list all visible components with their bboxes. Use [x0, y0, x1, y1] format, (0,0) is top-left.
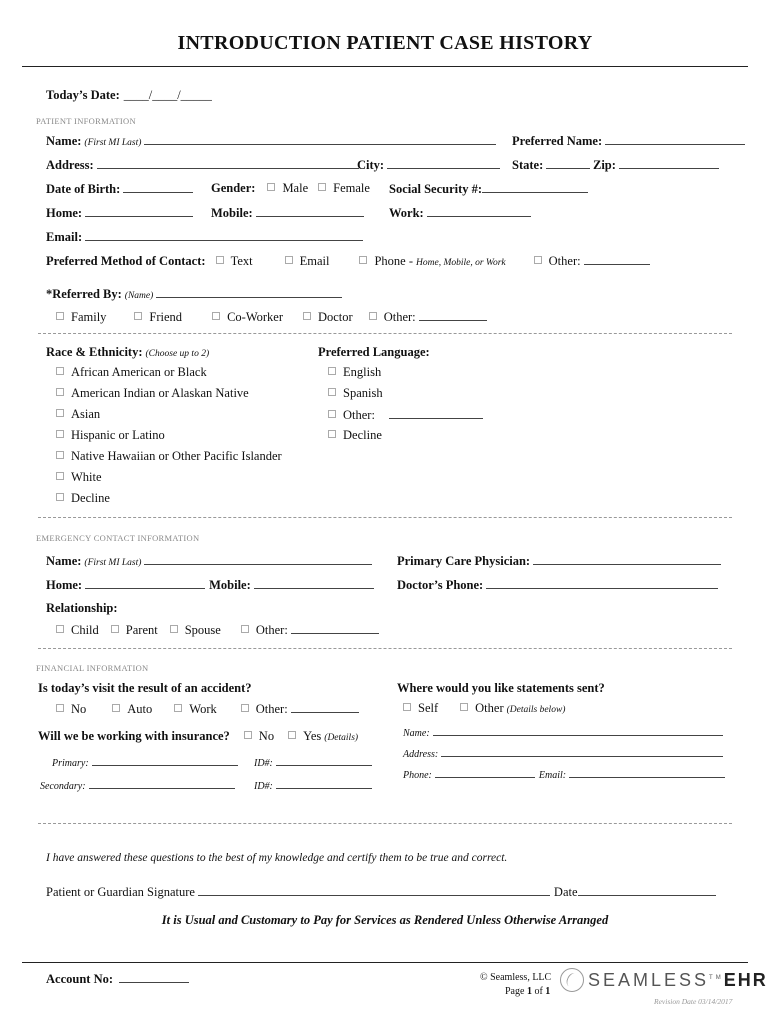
referred-family-option[interactable]: Family	[56, 310, 106, 325]
race-option-american-indian[interactable]: American Indian or Alaskan Native	[56, 386, 249, 401]
signature-date-label: Date	[553, 885, 578, 899]
checkbox-icon	[56, 493, 64, 501]
todays-date-field[interactable]: ____/____/_____	[123, 88, 212, 102]
dob-label: Date of Birth:	[46, 182, 121, 196]
ec-home-field[interactable]	[85, 577, 205, 589]
work-phone-field[interactable]	[427, 205, 531, 217]
doctor-phone-label: Doctor’s Phone:	[397, 578, 484, 592]
referred-by-label: *Referred By:	[46, 287, 122, 301]
accident-label: Is today’s visit the result of an accident?	[38, 681, 252, 695]
primary-id-label: ID#:	[254, 758, 273, 769]
statement-address-field[interactable]	[441, 745, 723, 757]
checkbox-icon	[56, 704, 64, 712]
statements-self-option[interactable]: Self	[403, 701, 438, 716]
seamless-logo-icon	[560, 968, 584, 992]
seamless-ehr-logo	[560, 968, 768, 992]
primary-insurance-field[interactable]	[92, 754, 238, 766]
checkbox-icon	[303, 312, 311, 320]
race-option-decline[interactable]: Decline	[56, 491, 110, 506]
secondary-id-field[interactable]	[276, 777, 372, 789]
ec-name-field[interactable]	[144, 553, 372, 565]
language-option-spanish[interactable]: Spanish	[328, 386, 383, 401]
copyright-text: © Seamless, LLC	[480, 972, 552, 983]
relationship-spouse-option[interactable]: Spouse	[170, 623, 221, 638]
secondary-id-label: ID#:	[254, 781, 273, 792]
statement-email-label: Email:	[538, 770, 567, 781]
pcp-field[interactable]	[533, 553, 721, 565]
checkbox-icon	[241, 704, 249, 712]
dob-field[interactable]	[123, 181, 193, 193]
checkbox-icon	[328, 410, 336, 418]
patient-section-heading: PATIENT INFORMATION	[36, 116, 136, 126]
statement-name-label: Name:	[403, 728, 430, 739]
preferred-name-label: Preferred Name:	[512, 134, 603, 148]
accident-other-option[interactable]: Other:	[241, 701, 359, 717]
logo-ehr: EHR	[723, 969, 768, 990]
checkbox-icon	[460, 703, 468, 711]
race-label: Race & Ethnicity:	[46, 345, 143, 359]
mobile-phone-field[interactable]	[256, 205, 364, 217]
gender-male-option[interactable]: Male	[267, 181, 308, 196]
home-phone-label: Home:	[46, 206, 83, 220]
contact-method-label: Preferred Method of Contact:	[46, 254, 206, 268]
contact-email-option[interactable]: Email	[285, 254, 330, 269]
checkbox-icon	[534, 256, 542, 264]
race-option-pacific-islander[interactable]: Native Hawaiian or Other Pacific Islander	[56, 449, 282, 464]
referred-by-field[interactable]	[156, 286, 342, 298]
insurance-no-option[interactable]: No	[244, 729, 274, 744]
name-hint: (First MI Last)	[84, 138, 142, 148]
referred-friend-option[interactable]: Friend	[134, 310, 182, 325]
referred-by-hint: (Name)	[124, 291, 154, 301]
accident-no-option[interactable]: No	[56, 702, 86, 717]
checkbox-icon	[56, 472, 64, 480]
city-field[interactable]	[387, 157, 500, 169]
relationship-parent-option[interactable]: Parent	[111, 623, 158, 638]
checkbox-icon	[318, 183, 326, 191]
email-label: Email:	[46, 230, 83, 244]
referred-other-option[interactable]: Other:	[369, 309, 487, 325]
race-option-african-american[interactable]: African American or Black	[56, 365, 207, 380]
name-label: Name:	[46, 134, 82, 148]
ec-mobile-field[interactable]	[254, 577, 374, 589]
checkbox-icon	[216, 256, 224, 264]
section-divider	[38, 517, 732, 518]
checkbox-icon	[267, 183, 275, 191]
checkbox-icon	[328, 430, 336, 438]
checkbox-icon	[174, 704, 182, 712]
state-field[interactable]	[546, 157, 590, 169]
account-number-label: Account No:	[46, 972, 114, 986]
ssn-field[interactable]	[482, 181, 588, 193]
checkbox-icon	[369, 312, 377, 320]
referred-doctor-option[interactable]: Doctor	[303, 310, 353, 325]
checkbox-icon	[56, 367, 64, 375]
state-label: State:	[512, 158, 544, 172]
contact-phone-option[interactable]: Phone - Home, Mobile, or Work	[359, 254, 505, 269]
checkbox-icon	[328, 367, 336, 375]
primary-id-field[interactable]	[276, 754, 372, 766]
checkbox-icon	[244, 731, 252, 739]
email-field[interactable]	[85, 229, 363, 241]
work-phone-label: Work:	[389, 206, 424, 220]
checkbox-icon	[212, 312, 220, 320]
language-option-other[interactable]: Other:	[328, 407, 483, 423]
mobile-phone-label: Mobile:	[211, 206, 253, 220]
section-divider	[38, 823, 732, 824]
primary-insurance-label: Primary:	[52, 758, 89, 769]
checkbox-icon	[111, 625, 119, 633]
attestation-text: I have answered these questions to the best of my knowledge and certify them to be true and correct.	[46, 852, 508, 864]
insurance-label: Will we be working with insurance?	[38, 729, 230, 743]
home-phone-field[interactable]	[85, 205, 193, 217]
language-label: Preferred Language:	[318, 345, 430, 359]
checkbox-icon	[56, 430, 64, 438]
signature-field[interactable]	[198, 884, 550, 896]
relationship-child-option[interactable]: Child	[56, 623, 99, 638]
checkbox-icon	[56, 312, 64, 320]
checkbox-icon	[56, 409, 64, 417]
statement-name-field[interactable]	[433, 724, 723, 736]
accident-work-option[interactable]: Work	[174, 702, 216, 717]
ssn-label: Social Security #:	[389, 182, 483, 196]
checkbox-icon	[403, 703, 411, 711]
zip-field[interactable]	[619, 157, 719, 169]
ec-name-hint: (First MI Last)	[84, 558, 142, 568]
checkbox-icon	[56, 625, 64, 633]
checkbox-icon	[241, 625, 249, 633]
checkbox-icon	[328, 388, 336, 396]
secondary-insurance-label: Secondary:	[40, 781, 86, 792]
pcp-label: Primary Care Physician:	[397, 554, 531, 568]
ec-home-label: Home:	[46, 578, 83, 592]
logo-wordmark: SEAMLESS	[588, 969, 710, 990]
ec-name-label: Name:	[46, 554, 82, 568]
gender-female-option[interactable]: Female	[318, 181, 370, 196]
race-hint: (Choose up to 2)	[145, 349, 210, 359]
account-number-field[interactable]	[119, 971, 189, 983]
gender-label: Gender:	[211, 181, 256, 195]
preferred-name-field[interactable]	[605, 133, 745, 145]
page-title: INTRODUCTION PATIENT CASE HISTORY	[177, 32, 593, 54]
accident-auto-option[interactable]: Auto	[112, 702, 152, 717]
race-option-white[interactable]: White	[56, 470, 102, 485]
doctor-phone-field[interactable]	[486, 577, 718, 589]
statements-other-option[interactable]: Other (Details below)	[460, 701, 565, 716]
statement-address-label: Address:	[403, 749, 439, 760]
section-divider	[38, 648, 732, 649]
checkbox-icon	[285, 256, 293, 264]
signature-date-field[interactable]	[578, 884, 716, 896]
checkbox-icon	[112, 704, 120, 712]
checkbox-icon	[134, 312, 142, 320]
financial-section-heading: FINANCIAL INFORMATION	[36, 663, 149, 673]
title-divider	[22, 66, 748, 67]
checkbox-icon	[359, 256, 367, 264]
contact-text-option[interactable]: Text	[216, 254, 253, 269]
statement-email-field[interactable]	[569, 766, 725, 778]
secondary-insurance-field[interactable]	[89, 777, 235, 789]
relationship-label: Relationship:	[46, 601, 118, 615]
revision-date: Revision Date 03/14/2017	[654, 997, 733, 1006]
todays-date-label: Today’s Date:	[46, 88, 120, 102]
language-option-english[interactable]: English	[328, 365, 381, 380]
checkbox-icon	[56, 388, 64, 396]
race-option-hispanic[interactable]: Hispanic or Latino	[56, 428, 165, 443]
section-divider	[38, 333, 732, 334]
statements-label: Where would you like statements sent?	[397, 681, 605, 695]
language-option-decline[interactable]: Decline	[328, 428, 382, 443]
ec-mobile-label: Mobile:	[209, 578, 251, 592]
payment-policy-text: It is Usual and Customary to Pay for Services as Rendered Unless Otherwise Arranged	[161, 913, 609, 927]
emergency-section-heading: EMERGENCY CONTACT INFORMATION	[36, 533, 200, 543]
zip-label: Zip:	[593, 158, 616, 172]
insurance-yes-option[interactable]: Yes (Details)	[288, 729, 358, 744]
signature-label: Patient or Guardian Signature	[46, 885, 195, 899]
checkbox-icon	[170, 625, 178, 633]
address-field[interactable]	[97, 157, 359, 169]
relationship-other-option[interactable]: Other:	[241, 622, 379, 638]
checkbox-icon	[56, 451, 64, 459]
address-label: Address:	[46, 158, 94, 172]
trademark-mark: TM	[709, 974, 724, 981]
race-option-asian[interactable]: Asian	[56, 407, 100, 422]
footer-divider	[22, 962, 748, 963]
name-field[interactable]	[144, 133, 496, 145]
page-indicator: Page 1 of 1	[505, 986, 551, 997]
contact-other-option[interactable]: Other:	[534, 253, 650, 269]
statement-phone-field[interactable]	[435, 766, 535, 778]
referred-coworker-option[interactable]: Co-Worker	[212, 310, 283, 325]
statement-phone-label: Phone:	[403, 770, 432, 781]
city-label: City:	[357, 158, 385, 172]
checkbox-icon	[288, 731, 296, 739]
